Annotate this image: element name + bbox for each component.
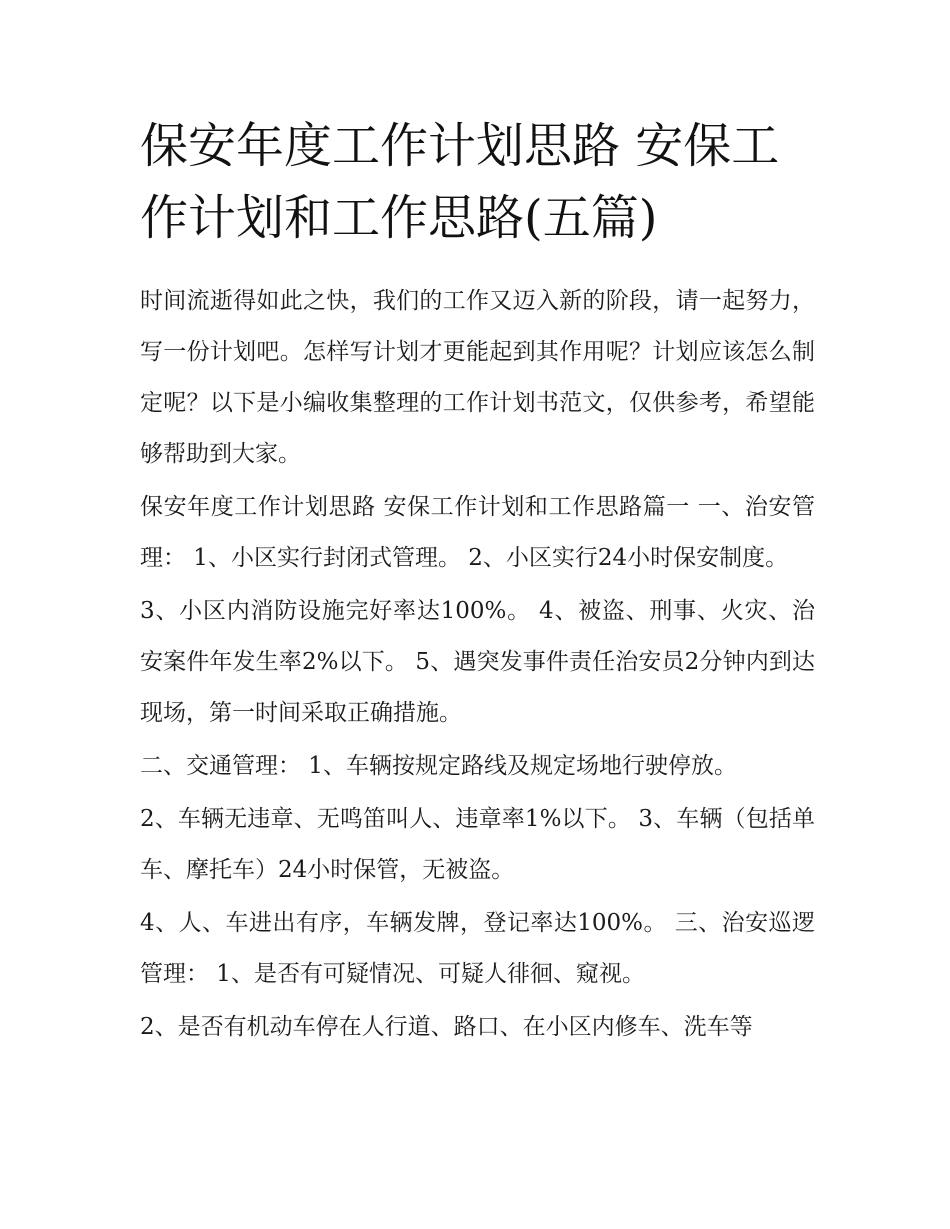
document-title: 保安年度工作计划思路 安保工作计划和工作思路(五篇) — [140, 118, 780, 246]
paragraph-patrol-management: 4、人、车进出有序，车辆发牌，登记率达100%。 三、治安巡逻管理： 1、是否有可疑情况、可疑人徘徊、窥视。 — [140, 910, 815, 987]
paragraph-patrol-checks: 2、是否有机动车停在人行道、路口、在小区内修车、洗车等 — [140, 1014, 753, 1040]
paragraph-vehicle-rules: 2、车辆无违章、无鸣笛叫人、违章率1%以下。 3、车辆（包括单车、摩托车）24小时保管，无被盗。 — [140, 806, 815, 883]
document-page — [140, 110, 815, 1055]
paragraph-security-targets: 3、小区内消防设施完好率达100%。 4、被盗、刑事、火灾、治安案件年发生率2%以下。 5、遇突发事件责任治安员2分钟内到达现场，第一时间采取正确措施。 — [140, 598, 815, 726]
paragraph-traffic-management: 二、交通管理： 1、车辆按规定路线及规定场地行驶停放。 — [140, 753, 737, 779]
paragraph-public-security: 保安年度工作计划思路 安保工作计划和工作思路篇一 一、治安管理： 1、小区实行封闭式管理。 2、小区实行24小时保安制度。 — [140, 494, 815, 571]
paragraph-intro: 时间流逝得如此之快，我们的工作又迈入新的阶段，请一起努力，写一份计划吧。怎样写计划才更能起到其作用呢？计划应该怎么制定呢？以下是小编收集整理的工作计划书范文，仅供参考，希望能够帮助到大家。 — [140, 288, 815, 467]
